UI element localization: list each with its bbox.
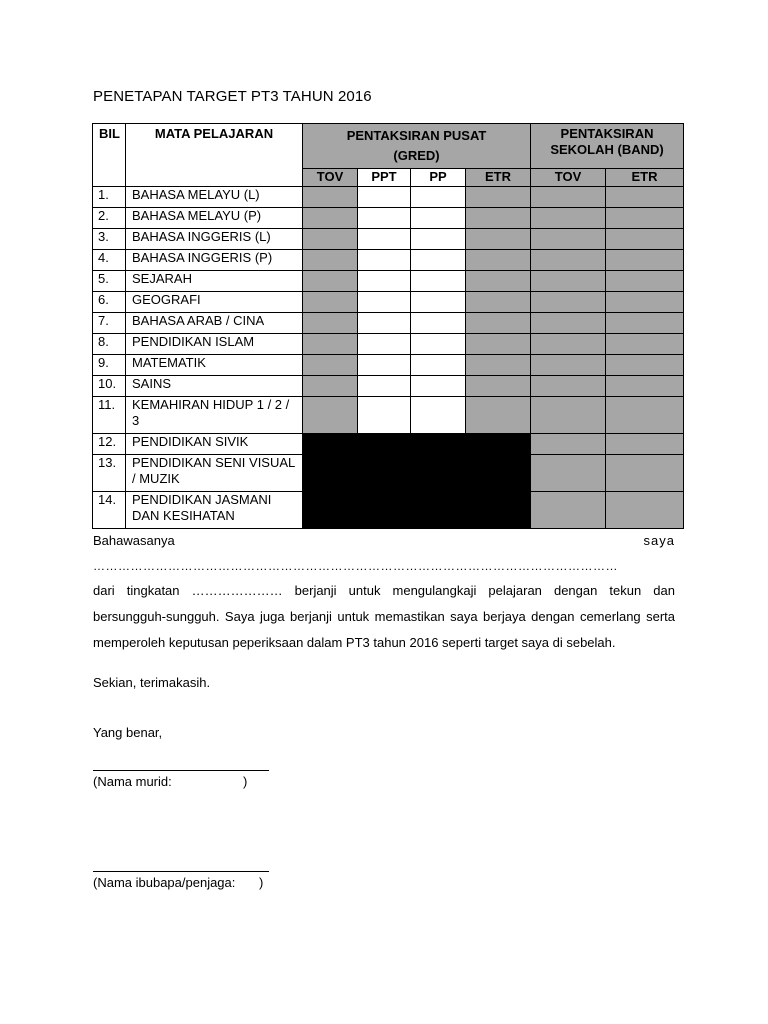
row-subject: BAHASA INGGERIS (L): [126, 229, 303, 250]
subheader-tov: TOV: [303, 169, 358, 187]
name-dotted-line[interactable]: ………………………………………………………………………………………………………………: [93, 559, 618, 573]
cell-etr[interactable]: [531, 455, 606, 492]
cell-school-etr[interactable]: [606, 271, 684, 292]
cell-school-tov[interactable]: [531, 229, 606, 250]
closing-text: Sekian, terimakasih.: [93, 675, 211, 690]
table-row: [93, 292, 684, 313]
cell-ppt[interactable]: [358, 208, 411, 229]
cell-etr[interactable]: [466, 187, 531, 208]
yours-text: Yang benar,: [93, 725, 163, 740]
cell-tov[interactable]: [303, 334, 358, 355]
cell-school-etr[interactable]: [606, 376, 684, 397]
parent-name-label: (Nama ibubapa/penjaga:: [93, 875, 236, 890]
declaration-start: Bahawasanya: [93, 533, 175, 548]
cell-school-etr[interactable]: [606, 355, 684, 376]
cell-school-etr[interactable]: [606, 187, 684, 208]
subheader-school-tov: TOV: [531, 169, 606, 187]
row-number: 6.: [93, 292, 126, 313]
table-row: [93, 250, 684, 271]
cell-ppt[interactable]: [358, 229, 411, 250]
cell-ppt[interactable]: [358, 397, 411, 434]
row-number: 8.: [93, 334, 126, 355]
cell-tov[interactable]: [303, 376, 358, 397]
row-number: 9.: [93, 355, 126, 376]
cell-school-tov[interactable]: [531, 271, 606, 292]
row-number: 5.: [93, 271, 126, 292]
cell-school-tov[interactable]: [531, 250, 606, 271]
document-title: PENETAPAN TARGET PT3 TAHUN 2016: [93, 88, 372, 105]
cell-etr[interactable]: [531, 492, 606, 529]
row-subject: PENDIDIKAN ISLAM: [126, 334, 303, 355]
table-row: [93, 434, 684, 455]
student-close-paren: ): [243, 774, 248, 789]
cell-pp[interactable]: [411, 187, 466, 208]
cell-tov[interactable]: [303, 397, 358, 434]
cell-tov[interactable]: [303, 208, 358, 229]
cell-tov[interactable]: [303, 292, 358, 313]
header-central-line2: (GRED): [393, 148, 440, 163]
table-row: [93, 397, 684, 434]
header-subject: MATA PELAJARAN: [126, 124, 303, 187]
cell-pp[interactable]: [411, 334, 466, 355]
row-number: 12.: [93, 434, 126, 455]
cell-etr[interactable]: [466, 229, 531, 250]
cell-etr[interactable]: [466, 355, 531, 376]
cell-school-tov[interactable]: [606, 455, 684, 492]
table-row: [93, 334, 684, 355]
row-number: 10.: [93, 376, 126, 397]
cell-pp[interactable]: [411, 250, 466, 271]
cell-pp[interactable]: [411, 271, 466, 292]
cell-school-tov[interactable]: [531, 313, 606, 334]
cell-school-tov[interactable]: [606, 492, 684, 529]
parent-close-paren: ): [259, 875, 264, 890]
cell-school-etr[interactable]: [606, 397, 684, 434]
row-number: 3.: [93, 229, 126, 250]
cell-etr[interactable]: [466, 208, 531, 229]
cell-pp[interactable]: [411, 229, 466, 250]
row-number: 1.: [93, 187, 126, 208]
table-row: [93, 313, 684, 334]
cell-etr[interactable]: [466, 334, 531, 355]
row-number: 14.: [93, 492, 126, 529]
student-name-label: (Nama murid:: [93, 774, 172, 789]
header-school-assessment: [531, 124, 684, 169]
declaration-body: dari tingkatan ………………… berjanji untuk mengulangkaji pelajaran dengan tekun dan bersungguh-sungguh. Saya juga berjanji untuk memastikan saya berjaya dengan cemerlang serta memperoleh keputusan peperiksaan dalam PT3 tahun 2016 seperti target saya di sebelah.: [93, 583, 675, 650]
cell-school-etr[interactable]: [606, 313, 684, 334]
cell-ppt[interactable]: [358, 292, 411, 313]
row-subject: BAHASA ARAB / CINA: [126, 313, 303, 334]
cell-etr[interactable]: [466, 376, 531, 397]
row-subject: BAHASA INGGERIS (P): [126, 250, 303, 271]
row-number: 7.: [93, 313, 126, 334]
cell-ppt[interactable]: [358, 313, 411, 334]
cell-ppt[interactable]: [358, 355, 411, 376]
row-subject: GEOGRAFI: [126, 292, 303, 313]
table-row: [93, 271, 684, 292]
cell-school-tov[interactable]: [531, 376, 606, 397]
table-row: [93, 229, 684, 250]
cell-school-tov[interactable]: [531, 292, 606, 313]
cell-etr[interactable]: [466, 397, 531, 434]
subheader-pp: PP: [411, 169, 466, 187]
cell-school-tov[interactable]: [531, 334, 606, 355]
cell-ppt[interactable]: [358, 271, 411, 292]
cell-pp[interactable]: [411, 397, 466, 434]
cell-pp[interactable]: [411, 313, 466, 334]
blocked-central-cells: [303, 434, 531, 529]
row-subject: PENDIDIKAN SIVIK: [126, 434, 303, 455]
cell-ppt[interactable]: [358, 376, 411, 397]
cell-etr[interactable]: [531, 434, 606, 455]
cell-school-etr[interactable]: [606, 208, 684, 229]
parent-signature-line[interactable]: [93, 871, 269, 872]
row-number: 2.: [93, 208, 126, 229]
header-bil: BIL: [93, 124, 126, 187]
cell-etr[interactable]: [466, 271, 531, 292]
row-number: 13.: [93, 455, 126, 492]
table-row: [93, 355, 684, 376]
cell-tov[interactable]: [303, 187, 358, 208]
cell-pp[interactable]: [411, 292, 466, 313]
target-table: [92, 123, 684, 529]
cell-etr[interactable]: [466, 250, 531, 271]
cell-school-etr[interactable]: [606, 229, 684, 250]
row-subject: BAHASA MELAYU (P): [126, 208, 303, 229]
cell-tov[interactable]: [303, 355, 358, 376]
cell-etr[interactable]: [466, 292, 531, 313]
header-central-assessment: [303, 124, 531, 169]
row-number: 11.: [93, 397, 126, 434]
cell-pp[interactable]: [411, 355, 466, 376]
row-subject: PENDIDIKAN SENI VISUAL / MUZIK: [126, 455, 303, 492]
cell-tov[interactable]: [303, 229, 358, 250]
cell-school-etr[interactable]: [606, 292, 684, 313]
student-signature-line[interactable]: [93, 770, 269, 771]
row-subject: SAINS: [126, 376, 303, 397]
row-number: 4.: [93, 250, 126, 271]
row-subject: SEJARAH: [126, 271, 303, 292]
cell-school-tov[interactable]: [531, 397, 606, 434]
table-row: [93, 208, 684, 229]
row-subject: PENDIDIKAN JASMANI DAN KESIHATAN: [126, 492, 303, 529]
subheader-etr: ETR: [466, 169, 531, 187]
header-school-line1: PENTAKSIRAN: [560, 126, 654, 141]
cell-tov[interactable]: [303, 313, 358, 334]
cell-school-tov[interactable]: [531, 355, 606, 376]
subheader-school-etr: ETR: [606, 169, 684, 187]
row-subject: BAHASA MELAYU (L): [126, 187, 303, 208]
header-central-line1: PENTAKSIRAN PUSAT: [346, 128, 487, 143]
subheader-ppt: PPT: [358, 169, 411, 187]
cell-school-etr[interactable]: [606, 250, 684, 271]
cell-ppt[interactable]: [358, 334, 411, 355]
cell-ppt[interactable]: [358, 250, 411, 271]
cell-pp[interactable]: [411, 376, 466, 397]
cell-ppt[interactable]: [358, 187, 411, 208]
cell-school-tov[interactable]: [606, 434, 684, 455]
declaration-first-line: [93, 528, 675, 554]
table-row: [93, 376, 684, 397]
table-row: [93, 187, 684, 208]
cell-tov[interactable]: [303, 250, 358, 271]
cell-school-tov[interactable]: [531, 208, 606, 229]
cell-tov[interactable]: [303, 271, 358, 292]
cell-etr[interactable]: [466, 313, 531, 334]
row-subject: KEMAHIRAN HIDUP 1 / 2 / 3: [126, 397, 303, 434]
cell-school-tov[interactable]: [531, 187, 606, 208]
header-school-line2: SEKOLAH (BAND): [550, 142, 664, 157]
declaration-saya: saya: [643, 533, 675, 548]
row-subject: MATEMATIK: [126, 355, 303, 376]
cell-pp[interactable]: [411, 208, 466, 229]
cell-school-etr[interactable]: [606, 334, 684, 355]
